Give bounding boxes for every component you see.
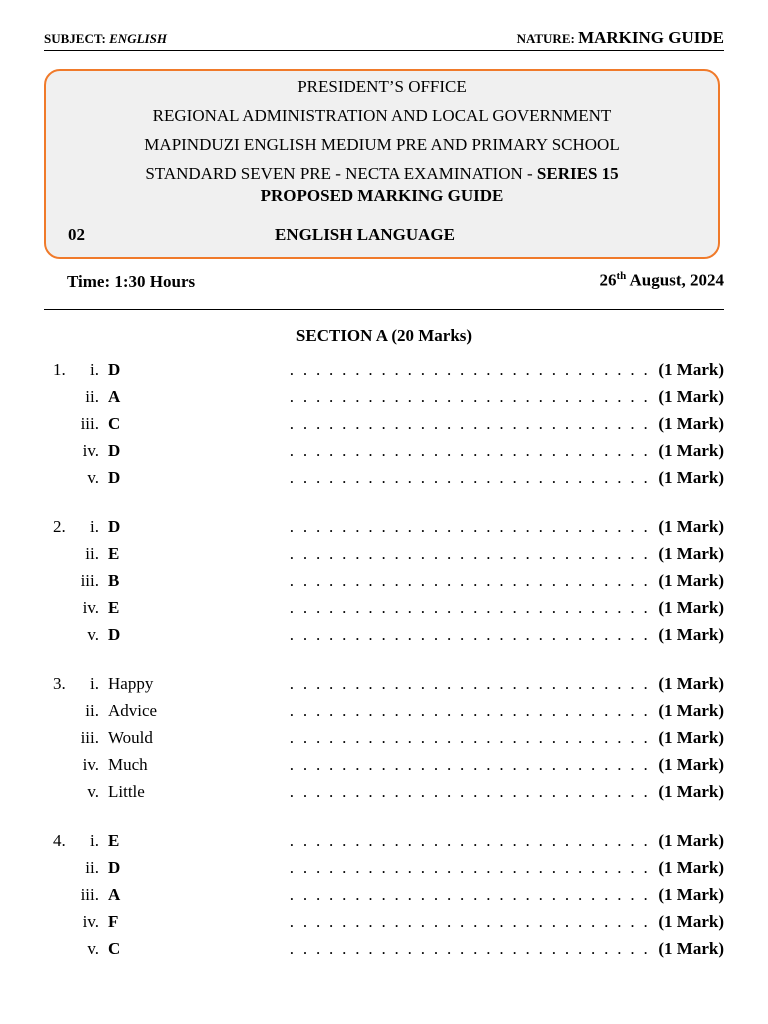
nature-label: NATURE:: [516, 31, 575, 46]
answer-row: [0, 728, 768, 750]
answer-value: B: [108, 571, 120, 590]
leader-dots: . . . . . . . . . . . . . . . . . . . . . . . . . . . .: [289, 912, 650, 931]
leader-dots: . . . . . . . . . . . . . . . . . . . . . . . . . . . .: [289, 517, 650, 536]
mark-label: (1 Mark): [658, 701, 724, 720]
answer-value: D: [108, 858, 121, 877]
answer-value: D: [108, 441, 121, 460]
answer-row: [0, 598, 768, 620]
item-numeral: i.: [90, 674, 99, 693]
school-line: MAPINDUZI ENGLISH MEDIUM PRE AND PRIMARY SCHOOL: [144, 135, 620, 154]
answer-value: E: [108, 598, 120, 617]
leader-dots: . . . . . . . . . . . . . . . . . . . . . . . . . . . .: [289, 939, 650, 958]
leader-dots: . . . . . . . . . . . . . . . . . . . . . . . . . . . .: [289, 598, 650, 617]
divider: [44, 309, 724, 310]
item-numeral: ii.: [85, 544, 99, 563]
answer-value: E: [108, 544, 120, 563]
leader-dots: . . . . . . . . . . . . . . . . . . . . . . . . . . . .: [289, 782, 650, 801]
mark-label: (1 Mark): [658, 674, 724, 693]
mark-label: (1 Mark): [658, 939, 724, 958]
answer-value: Little: [108, 782, 145, 801]
item-numeral: iv.: [82, 755, 99, 774]
question-number: 2.: [53, 517, 66, 536]
answer-value: C: [108, 939, 121, 958]
mark-label: (1 Mark): [658, 728, 724, 747]
answer-value: E: [108, 831, 120, 850]
mark-label: (1 Mark): [658, 625, 724, 644]
leader-dots: . . . . . . . . . . . . . . . . . . . . . . . . . . . .: [289, 831, 650, 850]
leader-dots: . . . . . . . . . . . . . . . . . . . . . . . . . . . .: [289, 468, 650, 487]
answer-value: D: [108, 468, 121, 487]
paper-code: 02: [68, 225, 85, 244]
time-allowed: Time: 1:30 Hours: [67, 272, 196, 291]
answer-row: [0, 517, 768, 539]
leader-dots: . . . . . . . . . . . . . . . . . . . . . . . . . . . .: [289, 885, 650, 904]
answer-value: A: [108, 387, 121, 406]
answer-row: [0, 939, 768, 961]
answer-row: [0, 544, 768, 566]
answer-row: [0, 468, 768, 490]
mark-label: (1 Mark): [658, 831, 724, 850]
answer-value: Would: [108, 728, 153, 747]
date-day: 26: [599, 270, 617, 290]
mark-label: (1 Mark): [658, 782, 724, 801]
date-month-year: August, 2024: [629, 270, 724, 290]
answer-value: C: [108, 414, 121, 433]
mark-label: (1 Mark): [658, 885, 724, 904]
question-number: 1.: [53, 360, 66, 379]
answer-row: [0, 912, 768, 934]
mark-label: (1 Mark): [658, 414, 724, 433]
answer-row: [0, 674, 768, 696]
item-numeral: iii.: [80, 571, 99, 590]
item-numeral: iii.: [80, 728, 99, 747]
item-numeral: ii.: [85, 387, 99, 406]
answer-row: [0, 782, 768, 804]
question-number: 3.: [53, 674, 66, 693]
region-line: REGIONAL ADMINISTRATION AND LOCAL GOVERNMENT: [152, 106, 612, 125]
mark-label: (1 Mark): [658, 858, 724, 877]
guide-title: PROPOSED MARKING GUIDE: [260, 186, 504, 205]
answer-row: [0, 360, 768, 382]
item-numeral: v.: [87, 625, 99, 644]
mark-label: (1 Mark): [658, 598, 724, 617]
leader-dots: . . . . . . . . . . . . . . . . . . . . . . . . . . . .: [289, 701, 650, 720]
page-header: [44, 26, 724, 51]
mark-label: (1 Mark): [658, 441, 724, 460]
item-numeral: iv.: [82, 598, 99, 617]
answer-row: [0, 858, 768, 880]
mark-label: (1 Mark): [658, 571, 724, 590]
answer-row: [0, 387, 768, 409]
subject-field: [44, 31, 167, 47]
mark-label: (1 Mark): [658, 387, 724, 406]
mark-label: (1 Mark): [658, 544, 724, 563]
leader-dots: . . . . . . . . . . . . . . . . . . . . . . . . . . . .: [289, 544, 650, 563]
section-title: SECTION A (20 Marks): [295, 326, 473, 345]
leader-dots: . . . . . . . . . . . . . . . . . . . . . . . . . . . .: [289, 625, 650, 644]
leader-dots: . . . . . . . . . . . . . . . . . . . . . . . . . . . .: [289, 571, 650, 590]
subject-label: SUBJECT:: [44, 31, 106, 46]
answer-row: [0, 831, 768, 853]
exam-name: STANDARD SEVEN PRE - NECTA EXAMINATION -: [145, 164, 533, 183]
mark-label: (1 Mark): [658, 755, 724, 774]
mark-label: (1 Mark): [658, 360, 724, 379]
answer-value: Happy: [108, 674, 154, 693]
answer-row: [0, 885, 768, 907]
leader-dots: . . . . . . . . . . . . . . . . . . . . . . . . . . . .: [289, 755, 650, 774]
leader-dots: . . . . . . . . . . . . . . . . . . . . . . . . . . . .: [289, 728, 650, 747]
exam-date: [599, 270, 724, 291]
answer-row: [0, 441, 768, 463]
series-label: SERIES 15: [536, 164, 619, 183]
answer-row: [0, 701, 768, 723]
answer-value: Advice: [108, 701, 158, 720]
leader-dots: . . . . . . . . . . . . . . . . . . . . . . . . . . . .: [289, 674, 650, 693]
item-numeral: v.: [87, 939, 99, 958]
answer-value: A: [108, 885, 121, 904]
answer-value: D: [108, 625, 121, 644]
leader-dots: . . . . . . . . . . . . . . . . . . . . . . . . . . . .: [289, 387, 650, 406]
answer-row: [0, 414, 768, 436]
item-numeral: i.: [90, 831, 99, 850]
item-numeral: iv.: [82, 441, 99, 460]
mark-label: (1 Mark): [658, 468, 724, 487]
mark-label: (1 Mark): [658, 517, 724, 536]
leader-dots: . . . . . . . . . . . . . . . . . . . . . . . . . . . .: [289, 441, 650, 460]
answer-row: [0, 571, 768, 593]
leader-dots: . . . . . . . . . . . . . . . . . . . . . . . . . . . .: [289, 414, 650, 433]
nature-value: MARKING GUIDE: [578, 28, 724, 47]
answer-value: Much: [108, 755, 148, 774]
item-numeral: v.: [87, 468, 99, 487]
date-suffix: th: [616, 270, 627, 282]
item-numeral: ii.: [85, 701, 99, 720]
answer-value: D: [108, 360, 121, 379]
leader-dots: . . . . . . . . . . . . . . . . . . . . . . . . . . . .: [289, 858, 650, 877]
answer-row: [0, 755, 768, 777]
item-numeral: iv.: [82, 912, 99, 931]
exam-line: [46, 164, 718, 184]
answer-row: [0, 625, 768, 647]
item-numeral: i.: [90, 517, 99, 536]
item-numeral: ii.: [85, 858, 99, 877]
item-numeral: i.: [90, 360, 99, 379]
title-box: [44, 69, 720, 259]
subject-value: ENGLISH: [109, 31, 167, 46]
leader-dots: . . . . . . . . . . . . . . . . . . . . . . . . . . . .: [289, 360, 650, 379]
item-numeral: v.: [87, 782, 99, 801]
item-numeral: iii.: [80, 885, 99, 904]
item-numeral: iii.: [80, 414, 99, 433]
paper-name: ENGLISH LANGUAGE: [275, 225, 455, 244]
office-line: PRESIDENT’S OFFICE: [297, 77, 467, 96]
answer-value: D: [108, 517, 121, 536]
mark-label: (1 Mark): [658, 912, 724, 931]
answer-value: F: [108, 912, 119, 931]
nature-field: [517, 28, 724, 48]
question-number: 4.: [53, 831, 66, 850]
